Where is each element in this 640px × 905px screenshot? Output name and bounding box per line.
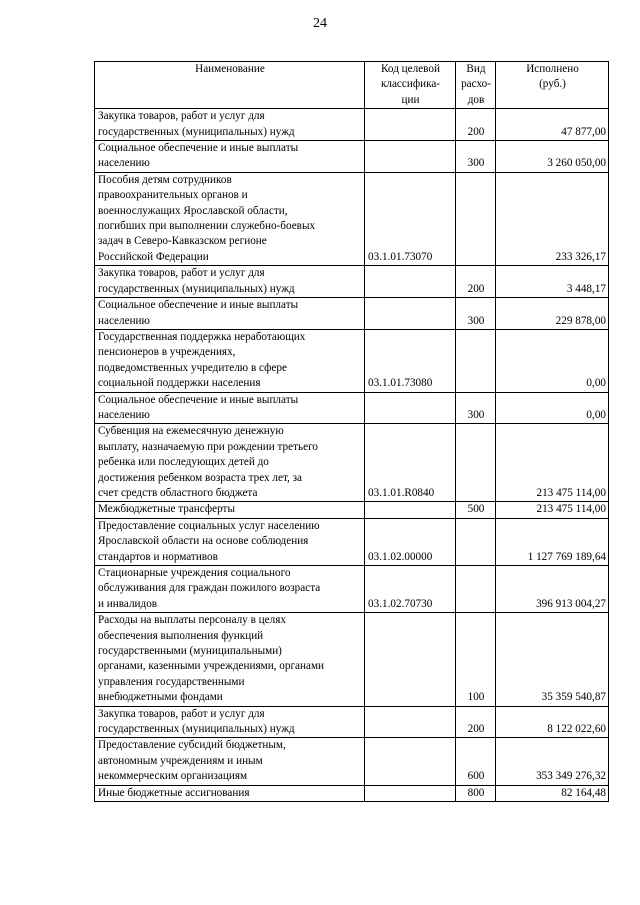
table-row xyxy=(95,109,609,141)
row-executed-amount: 8 122 022,60 xyxy=(496,706,609,738)
table-row xyxy=(95,502,609,518)
row-name: Межбюджетные трансферты xyxy=(95,502,365,518)
row-executed-amount: 233 326,17 xyxy=(496,172,609,265)
table-row xyxy=(95,392,609,424)
row-name: Социальное обеспечение и иные выплаты населению xyxy=(95,141,365,173)
table-row xyxy=(95,266,609,298)
row-target-code xyxy=(365,502,456,518)
row-target-code xyxy=(365,266,456,298)
row-name: Предоставление субсидий бюджетным, автономным учреждениям и иным некоммерческим организациям xyxy=(95,738,365,785)
table-row xyxy=(95,566,609,613)
table-row xyxy=(95,738,609,785)
row-expense-type xyxy=(456,566,496,613)
row-executed-amount: 213 475 114,00 xyxy=(496,424,609,502)
row-expense-type xyxy=(456,518,496,565)
table-row xyxy=(95,329,609,392)
row-expense-type: 500 xyxy=(456,502,496,518)
table-header-row xyxy=(95,62,609,109)
table-row xyxy=(95,613,609,706)
row-target-code: 03.1.01.73080 xyxy=(365,329,456,392)
row-expense-type xyxy=(456,424,496,502)
header-expense-type: Вид расхо- дов xyxy=(456,62,496,109)
row-executed-amount: 229 878,00 xyxy=(496,298,609,330)
row-executed-amount: 3 448,17 xyxy=(496,266,609,298)
row-name: Закупка товаров, работ и услуг для государственных (муниципальных) нужд xyxy=(95,266,365,298)
row-name: Субвенция на ежемесячную денежную выплату, назначаемую при рождении третьего ребенка или последующих детей до достижения ребенком возраста трех лет, за счет средств областного бюджета xyxy=(95,424,365,502)
row-name: Социальное обеспечение и иные выплаты населению xyxy=(95,298,365,330)
row-executed-amount: 353 349 276,32 xyxy=(496,738,609,785)
row-expense-type: 600 xyxy=(456,738,496,785)
row-name: Социальное обеспечение и иные выплаты населению xyxy=(95,392,365,424)
row-expense-type: 300 xyxy=(456,141,496,173)
row-name: Стационарные учреждения социального обслуживания для граждан пожилого возраста и инвалидов xyxy=(95,566,365,613)
row-name: Закупка товаров, работ и услуг для государственных (муниципальных) нужд xyxy=(95,109,365,141)
row-name: Предоставление социальных услуг населению Ярославской области на основе соблюдения стандартов и нормативов xyxy=(95,518,365,565)
row-expense-type: 300 xyxy=(456,298,496,330)
row-executed-amount: 3 260 050,00 xyxy=(496,141,609,173)
header-name: Наименование xyxy=(95,62,365,109)
row-target-code xyxy=(365,706,456,738)
row-target-code xyxy=(365,109,456,141)
row-expense-type: 200 xyxy=(456,266,496,298)
row-name: Расходы на выплаты персоналу в целях обеспечения выполнения функций государственными (муниципальными) органами, казенными учреждениями, органами управления государственными внебюджетными фондами xyxy=(95,613,365,706)
row-target-code xyxy=(365,738,456,785)
row-expense-type xyxy=(456,329,496,392)
row-expense-type: 100 xyxy=(456,613,496,706)
budget-execution-table xyxy=(94,61,609,802)
row-expense-type: 300 xyxy=(456,392,496,424)
table-row xyxy=(95,706,609,738)
row-name: Государственная поддержка неработающих пенсионеров в учреждениях, подведомственных учредителю в сфере социальной поддержки населения xyxy=(95,329,365,392)
row-target-code xyxy=(365,298,456,330)
row-target-code xyxy=(365,392,456,424)
row-target-code: 03.1.02.00000 xyxy=(365,518,456,565)
row-executed-amount: 1 127 769 189,64 xyxy=(496,518,609,565)
page-number: 24 xyxy=(313,16,327,31)
header-executed-amount: Исполнено (руб.) xyxy=(496,62,609,109)
table-row xyxy=(95,298,609,330)
row-target-code xyxy=(365,785,456,801)
row-target-code xyxy=(365,141,456,173)
table-row xyxy=(95,172,609,265)
row-executed-amount: 0,00 xyxy=(496,329,609,392)
row-executed-amount: 35 359 540,87 xyxy=(496,613,609,706)
table-row xyxy=(95,141,609,173)
row-target-code: 03.1.01.R0840 xyxy=(365,424,456,502)
row-executed-amount: 0,00 xyxy=(496,392,609,424)
table-row xyxy=(95,518,609,565)
row-executed-amount: 396 913 004,27 xyxy=(496,566,609,613)
row-executed-amount: 213 475 114,00 xyxy=(496,502,609,518)
header-target-code: Код целевой классифика- ции xyxy=(365,62,456,109)
row-name: Закупка товаров, работ и услуг для государственных (муниципальных) нужд xyxy=(95,706,365,738)
row-expense-type: 800 xyxy=(456,785,496,801)
row-executed-amount: 47 877,00 xyxy=(496,109,609,141)
row-target-code xyxy=(365,613,456,706)
table-row xyxy=(95,424,609,502)
row-expense-type: 200 xyxy=(456,109,496,141)
row-target-code: 03.1.02.70730 xyxy=(365,566,456,613)
row-expense-type xyxy=(456,172,496,265)
table-row xyxy=(95,785,609,801)
row-name: Пособия детям сотрудников правоохранительных органов и военнослужащих Ярославской области, погибших при выполнении служебно-боевых задач в Северо-Кавказском регионе Российской Федерации xyxy=(95,172,365,265)
row-executed-amount: 82 164,48 xyxy=(496,785,609,801)
row-name: Иные бюджетные ассигнования xyxy=(95,785,365,801)
row-target-code: 03.1.01.73070 xyxy=(365,172,456,265)
row-expense-type: 200 xyxy=(456,706,496,738)
